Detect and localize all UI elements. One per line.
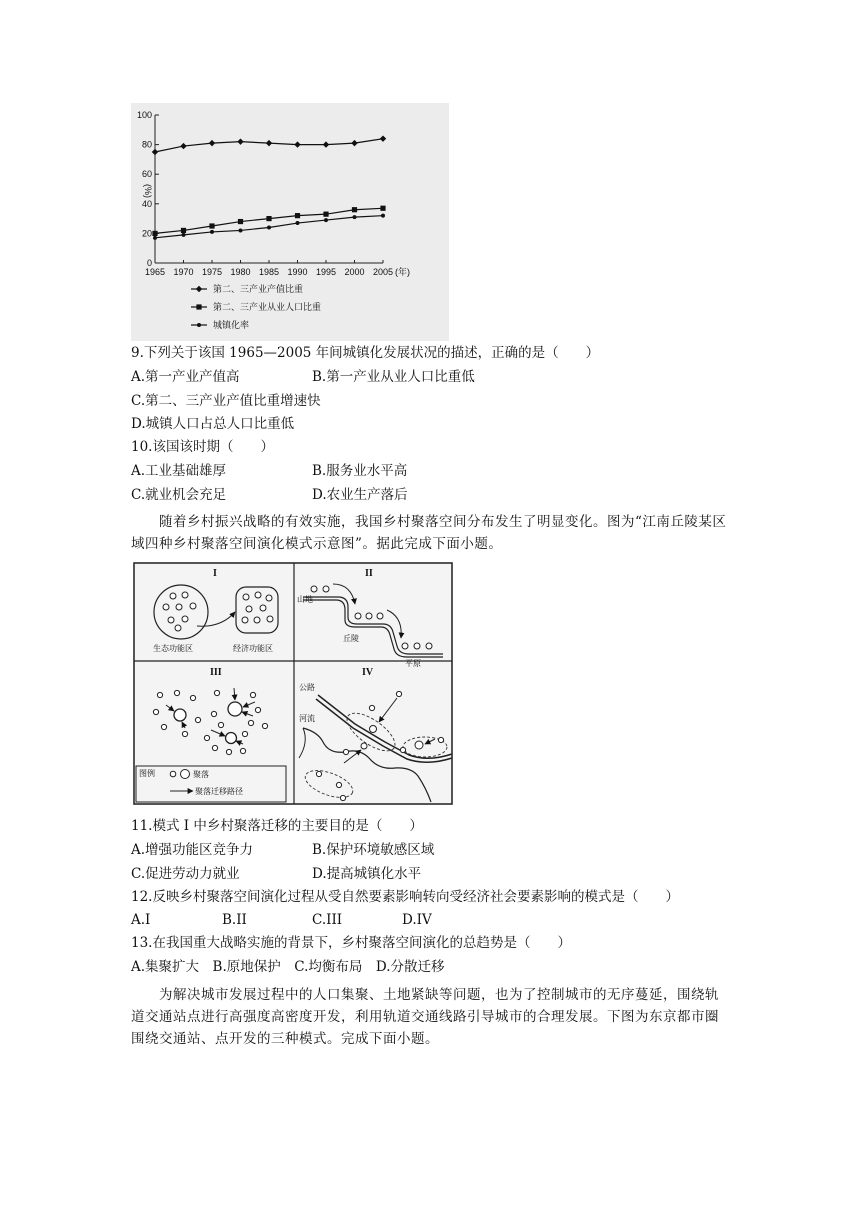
- legend-title: 图例: [139, 769, 155, 778]
- y-tick-label: 60: [141, 169, 152, 180]
- y-tick-label: 100: [136, 110, 152, 120]
- q9-option-c[interactable]: C.第二、三产业产值比重增速快: [131, 393, 321, 409]
- data-point: [152, 231, 157, 236]
- data-point: [380, 206, 385, 211]
- legend-path: 聚落迁移路径: [195, 787, 243, 796]
- data-point: [295, 213, 300, 218]
- q9-option-d[interactable]: D.城镇人口占总人口比重低: [131, 416, 295, 432]
- legend-marker: [196, 286, 202, 292]
- legend-marker: [197, 323, 201, 327]
- q9-stem: 9.下列关于该国 1965—2005 年间城镇化发展状况的描述，正确的是（ ）: [131, 345, 600, 361]
- q10-option-d[interactable]: D.农业生产落后: [312, 487, 408, 503]
- plain-label: 平原: [405, 659, 421, 668]
- q10-option-a[interactable]: A.工业基础雄厚: [131, 463, 227, 479]
- data-point: [323, 141, 329, 147]
- diagram-legend-box: [136, 766, 286, 802]
- q11-option-a[interactable]: A.增强功能区竞争力: [131, 842, 254, 858]
- x-axis-label: (年): [395, 267, 410, 277]
- urbanization-line-chart: [131, 103, 449, 341]
- y-axis-label: (%): [143, 184, 153, 198]
- y-tick-label: 80: [141, 139, 152, 150]
- q13-options[interactable]: A.集聚扩大 B.原地保护 C.均衡布局 D.分散迁移: [131, 959, 445, 975]
- data-point: [324, 218, 328, 222]
- q12-option-b[interactable]: B.II: [222, 912, 247, 928]
- q11-stem: 11.模式 I 中乡村聚落迁移的主要目的是（ ）: [131, 818, 423, 834]
- data-point: [210, 230, 214, 234]
- q12-option-a[interactable]: A.I: [131, 912, 151, 928]
- panel-label-3: III: [210, 667, 222, 678]
- diagram-svg: [133, 562, 453, 805]
- q11-option-c[interactable]: C.促进劳动力就业: [131, 866, 240, 882]
- econ-zone-label: 经济功能区: [233, 644, 273, 653]
- legend-label: 城镇化率: [213, 321, 250, 331]
- data-point: [239, 228, 243, 232]
- panel-label-4: IV: [362, 667, 374, 678]
- x-tick-label: 1965: [144, 267, 166, 277]
- data-point: [296, 221, 300, 225]
- x-tick-label: 1970: [173, 267, 194, 277]
- q11-option-d[interactable]: D.提高城镇化水平: [312, 866, 422, 882]
- data-point: [351, 140, 357, 146]
- q10-option-c[interactable]: C.就业机会充足: [131, 487, 227, 503]
- data-point: [267, 225, 271, 229]
- data-point: [323, 212, 328, 217]
- q9-option-a[interactable]: A.第一产业产值高: [131, 369, 240, 385]
- legend-settlement: 聚落: [193, 770, 209, 779]
- x-tick-label: 2005: [372, 267, 394, 277]
- data-point: [352, 207, 357, 212]
- q10-option-b[interactable]: B.服务业水平高: [312, 463, 408, 479]
- chart-svg: [131, 103, 449, 341]
- legend-marker: [196, 304, 201, 309]
- y-tick-label: 20: [141, 228, 152, 239]
- data-point: [353, 215, 357, 219]
- hill-label: 丘陵: [343, 634, 359, 643]
- data-point: [181, 228, 186, 233]
- series-2: [152, 206, 385, 236]
- mountain-label: 山地: [297, 595, 313, 604]
- settlement-evolution-diagram: [133, 562, 453, 805]
- data-point: [209, 140, 215, 146]
- data-point: [153, 236, 157, 240]
- q9-option-b[interactable]: B.第一产业从业人口比重低: [312, 369, 475, 385]
- series-1: [152, 135, 386, 155]
- river-label: 河流: [299, 714, 315, 723]
- data-point: [294, 141, 300, 147]
- panel-label-2: II: [365, 568, 373, 579]
- q11-option-b[interactable]: B.保护环境敏感区域: [312, 842, 435, 858]
- x-tick-label: 1995: [315, 267, 337, 277]
- x-tick-label: 1990: [287, 267, 308, 277]
- data-point: [238, 219, 243, 224]
- data-point: [381, 214, 385, 218]
- q10-stem: 10.该国该时期（ ）: [131, 439, 274, 455]
- y-tick-label: 0: [146, 258, 152, 268]
- data-point: [237, 138, 243, 144]
- data-point: [209, 223, 214, 228]
- x-tick-label: 1985: [258, 267, 280, 277]
- q12-option-c[interactable]: C.III: [312, 912, 343, 928]
- data-point: [182, 233, 186, 237]
- q12-option-d[interactable]: D.IV: [402, 912, 432, 928]
- legend-label: 第二、三产业产值比重: [213, 285, 304, 295]
- data-point: [380, 135, 386, 141]
- q12-stem: 12.反映乡村聚落空间演化过程从受自然要素影响转向受经济社会要素影响的模式是（ ）: [131, 889, 679, 905]
- road-label: 公路: [299, 683, 315, 692]
- x-tick-label: 1980: [230, 267, 251, 277]
- legend-label: 第二、三产业从业人口比重: [213, 303, 322, 313]
- x-tick-label: 1975: [201, 267, 223, 277]
- x-tick-label: 2000: [344, 267, 365, 277]
- q13-stem: 13.在我国重大战略实施的背景下，乡村聚落空间演化的总趋势是（ ）: [131, 935, 571, 951]
- data-point: [266, 216, 271, 221]
- intro-tokyo-paragraph: 为解决城市发展过程中的人口集聚、土地紧缺等问题，也为了控制城市的无序蔓延，围绕轨道交通站点进行高强度高密度开发，利用轨道交通线路引导城市的合理发展。下图为东京都市圈围绕交通站、点开发的三种模式。完成下面小题。: [131, 987, 719, 1047]
- y-tick-label: 40: [141, 198, 152, 209]
- eco-zone-label: 生态功能区: [153, 644, 193, 653]
- intro-settlement-paragraph: 随着乡村振兴战略的有效实施，我国乡村聚落空间分布发生了明显变化。图为“江南丘陵某区域四种乡村聚落空间演化模式示意图”。据此完成下面小题。: [131, 514, 727, 552]
- data-point: [266, 140, 272, 146]
- data-point: [152, 149, 158, 155]
- data-point: [180, 143, 186, 149]
- panel-label-1: I: [213, 568, 217, 579]
